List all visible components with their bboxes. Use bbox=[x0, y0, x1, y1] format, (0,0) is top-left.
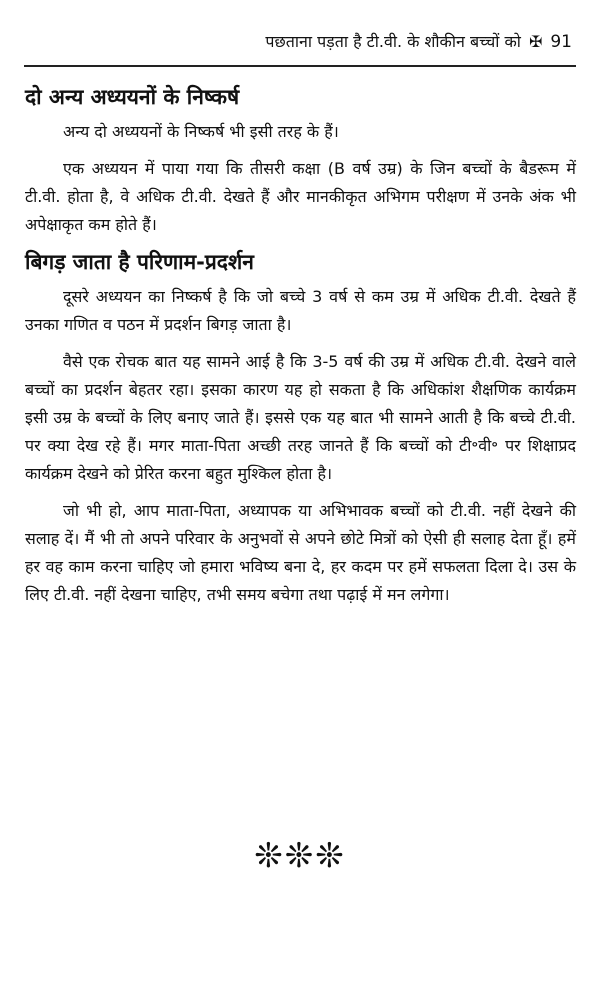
end-ornament: ❊❊❊ bbox=[254, 836, 346, 876]
section-heading-other-studies: दो अन्य अध्ययनों के निष्कर्ष bbox=[25, 85, 240, 109]
running-header bbox=[0, 30, 572, 52]
running-title: पछताना पड़ता है टी.वी. के शौकीन बच्चों को bbox=[265, 32, 521, 51]
page-body bbox=[25, 80, 576, 609]
page-number: 91 bbox=[550, 32, 572, 52]
paragraph: एक अध्ययन में पाया गया कि तीसरी कक्षा (B वर्ष उम्र) के जिन बच्चों के बैडरूम में टी.वी. होता है, वे अधिक टी.वी. देखते हैं और मानकीकृत अभिगम परीक्षण में उनके अंक भी अपेक्षाकृत कम होते हैं। bbox=[25, 159, 576, 234]
paragraph: जो भी हो, आप माता-पिता, अध्यापक या अभिभावक बच्चों को टी.वी. नहीं देखने की सलाह दें। मैं भी तो अपने परिवार के अनुभवों से अपने छोटे मित्रों को ऐसी ही सलाह देता हूँ। हमें हर वह काम करना चाहिए जो हमारा भविष्य बना दे, हर कदम पर हमें सफलता दिला दे। उस के लिए टी.वी. नहीं देखना चाहिए, तभी समय बचेगा तथा पढ़ाई में मन लगेगा। bbox=[25, 501, 576, 604]
paragraph: वैसे एक रोचक बात यह सामने आई है कि 3-5 वर्ष की उम्र में अधिक टी.वी. देखने वाले बच्चों का प्रदर्शन बेहतर रहा। इसका कारण यह हो सकता है कि अधिकांश शैक्षणिक कार्यक्रम इसी उम्र के बच्चों के लिए बनाए जाते हैं। इससे एक यह बात भी सामने आती है कि बच्चे टी.वी. पर क्या देख रहे हैं। मगर माता-पिता अच्छी तरह जानते हैं कि बच्चों को टी॰वी॰ पर शिक्षाप्रद कार्यक्रम देखने को प्रेरित करना बहुत मुश्किल होता है। bbox=[25, 352, 576, 483]
cross-ornament-icon: ✠ bbox=[528, 32, 543, 51]
paragraph: दूसरे अध्ययन का निष्कर्ष है कि जो बच्चे 3 वर्ष से कम उम्र में अधिक टी.वी. देखते हैं उनका गणित व पठन में प्रदर्शन बिगड़ जाता है। bbox=[25, 287, 576, 334]
header-rule bbox=[24, 65, 576, 67]
section-heading-performance: बिगड़ जाता है परिणाम-प्रदर्शन bbox=[25, 250, 254, 274]
paragraph: अन्य दो अध्ययनों के निष्कर्ष भी इसी तरह के हैं। bbox=[63, 122, 339, 141]
